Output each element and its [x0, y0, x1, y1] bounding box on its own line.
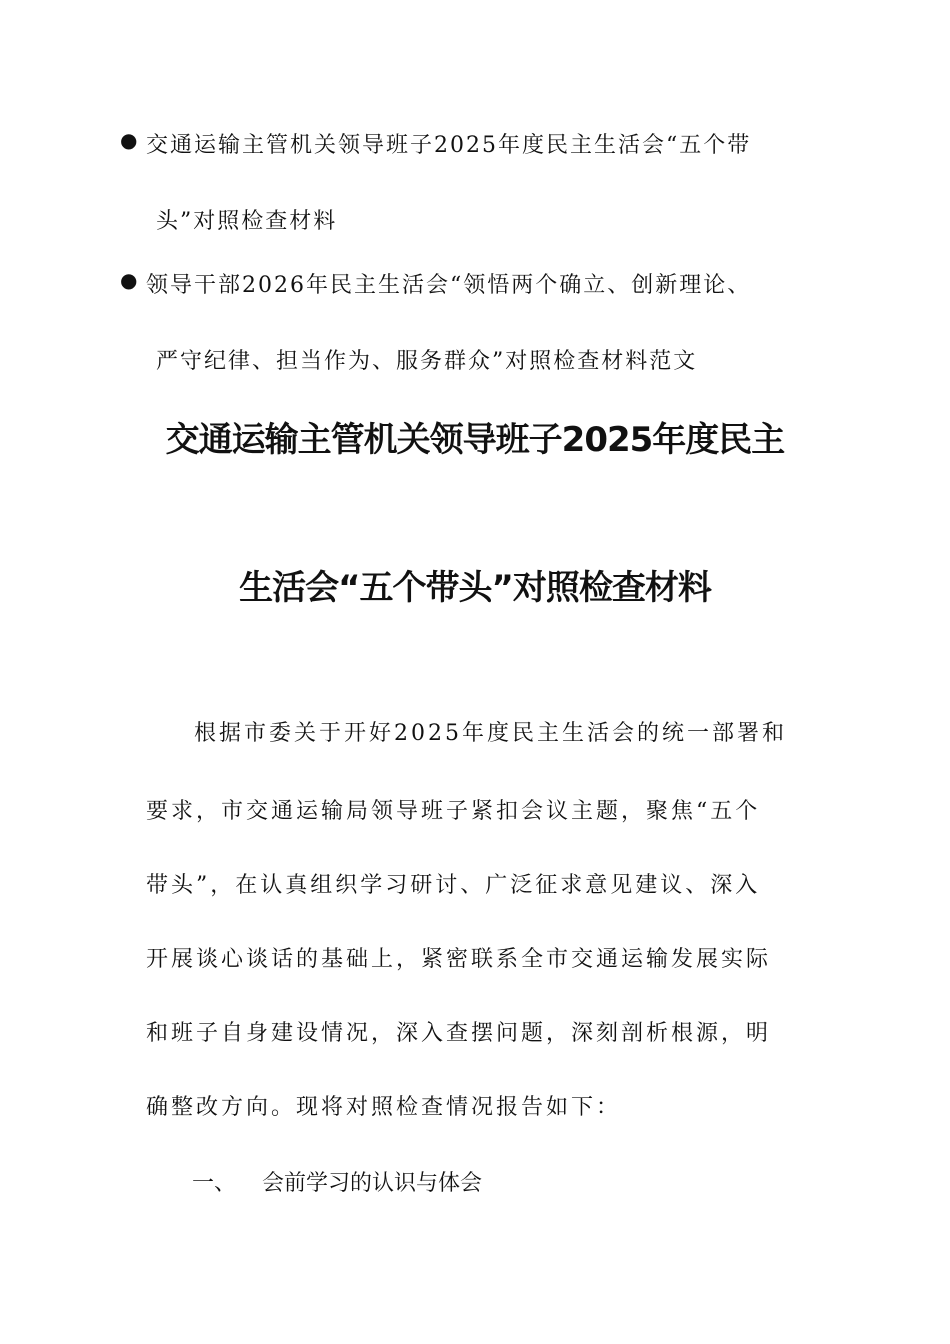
toc-item-2-line-2: 严守纪律、担当作为、服务群众”对照检查材料范文: [156, 349, 698, 374]
paragraph-line: 开展谈心谈话的基础上，紧密联系全市交通运输发展实际: [146, 947, 772, 972]
paragraph-line: 根据市委关于开好2025年度民主生活会的统一部署和: [194, 721, 787, 746]
section-number: 一、: [192, 1171, 237, 1196]
toc-item-1-line-2: 头”对照检查材料: [156, 209, 338, 234]
paragraph-line: 要求，市交通运输局领导班子紧扣会议主题，聚焦“五个: [146, 799, 761, 824]
toc-item-1-line-1: 交通运输主管机关领导班子2025年度民主生活会“五个带: [146, 133, 752, 158]
document-title-line-2: 生活会“五个带头”对照检查材料: [239, 568, 711, 608]
bullet-icon: ●: [120, 268, 140, 292]
paragraph-line: 和班子自身建设情况，深入查摆问题，深刻剖析根源，明: [146, 1021, 772, 1046]
toc-item-2-line-1: 领导干部2026年民主生活会“领悟两个确立、创新理论、: [146, 273, 752, 298]
bullet-icon: ●: [120, 128, 140, 152]
section-title: 会前学习的认识与体会: [262, 1171, 483, 1196]
document-title-line-1: 交通运输主管机关领导班子2025年度民主: [165, 420, 785, 460]
paragraph-line: 带头”，在认真组织学习研讨、广泛征求意见建议、深入: [146, 873, 761, 898]
section-heading: [192, 1166, 482, 1197]
paragraph-line: 确整改方向。现将对照检查情况报告如下：: [146, 1095, 622, 1120]
